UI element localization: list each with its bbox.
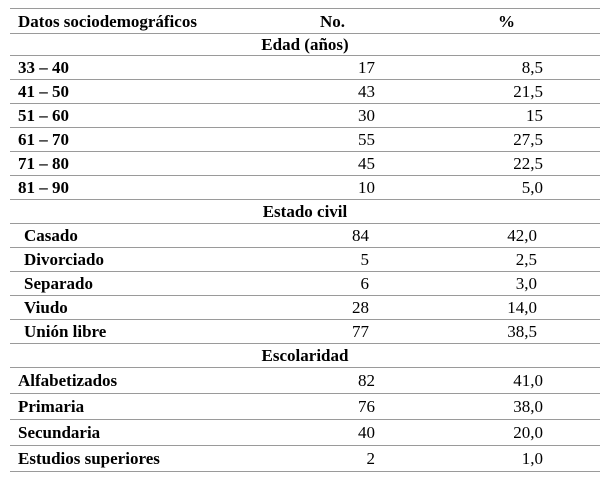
table-row (10, 176, 600, 200)
row-count: 76 (358, 397, 375, 416)
row-percent: 42,0 (507, 226, 537, 245)
section-title: Escolaridad (261, 346, 349, 365)
row-label: Primaria (18, 397, 85, 416)
table-row (10, 420, 600, 446)
row-count: 10 (358, 178, 375, 197)
header-datos: Datos sociodemográficos (18, 11, 197, 31)
row-percent: 38,5 (507, 322, 537, 341)
row-label: Separado (24, 274, 93, 293)
row-count: 28 (352, 298, 369, 317)
section-heading-estado-civil (10, 200, 600, 224)
row-percent: 5,0 (521, 178, 543, 197)
table-row (10, 80, 600, 104)
table-row (10, 320, 600, 344)
row-percent: 1,0 (521, 449, 543, 468)
table-row (10, 394, 600, 420)
row-percent: 8,5 (521, 58, 543, 77)
section-heading-edad (10, 34, 600, 56)
row-label: 71 – 80 (18, 154, 69, 173)
header-percent: % (498, 11, 515, 31)
row-count: 17 (358, 58, 375, 77)
row-count: 84 (352, 226, 369, 245)
row-label: 61 – 70 (18, 130, 69, 149)
row-label: Alfabetizados (18, 371, 118, 390)
table-row (10, 152, 600, 176)
section-heading-escolaridad (10, 344, 600, 368)
section-title: Edad (años) (261, 35, 349, 54)
table-row (10, 248, 600, 272)
row-count: 43 (358, 82, 375, 101)
table-row (10, 104, 600, 128)
row-percent: 41,0 (513, 371, 543, 390)
table-row (10, 128, 600, 152)
table-row (10, 224, 600, 248)
sociodemographic-table (10, 8, 600, 472)
row-percent: 15 (526, 106, 543, 125)
header-no: No. (319, 11, 345, 31)
row-count: 40 (358, 423, 375, 442)
row-percent: 3,0 (515, 274, 537, 293)
row-label: 41 – 50 (18, 82, 69, 101)
row-label: Casado (24, 226, 78, 245)
table-header-row (10, 8, 600, 34)
row-label: Estudios superiores (18, 449, 160, 468)
row-label: Viudo (24, 298, 68, 317)
row-percent: 22,5 (513, 154, 543, 173)
row-count: 2 (366, 449, 375, 468)
row-percent: 20,0 (513, 423, 543, 442)
row-count: 5 (360, 250, 369, 269)
table-row (10, 272, 600, 296)
table-row (10, 56, 600, 80)
row-label: Divorciado (24, 250, 104, 269)
row-percent: 2,5 (515, 250, 537, 269)
row-count: 82 (358, 371, 375, 390)
row-count: 30 (358, 106, 375, 125)
row-label: 81 – 90 (18, 178, 69, 197)
row-count: 77 (352, 322, 369, 341)
row-count: 6 (360, 274, 369, 293)
row-count: 45 (358, 154, 375, 173)
row-count: 55 (358, 130, 375, 149)
table-row (10, 368, 600, 394)
row-percent: 38,0 (513, 397, 543, 416)
section-title: Estado civil (262, 202, 348, 221)
row-label: 33 – 40 (18, 58, 69, 77)
table-row (10, 446, 600, 472)
row-percent: 27,5 (513, 130, 543, 149)
row-percent: 14,0 (507, 298, 537, 317)
row-label: Secundaria (18, 423, 101, 442)
table-row (10, 296, 600, 320)
row-label: Unión libre (24, 322, 107, 341)
row-percent: 21,5 (513, 82, 543, 101)
row-label: 51 – 60 (18, 106, 69, 125)
